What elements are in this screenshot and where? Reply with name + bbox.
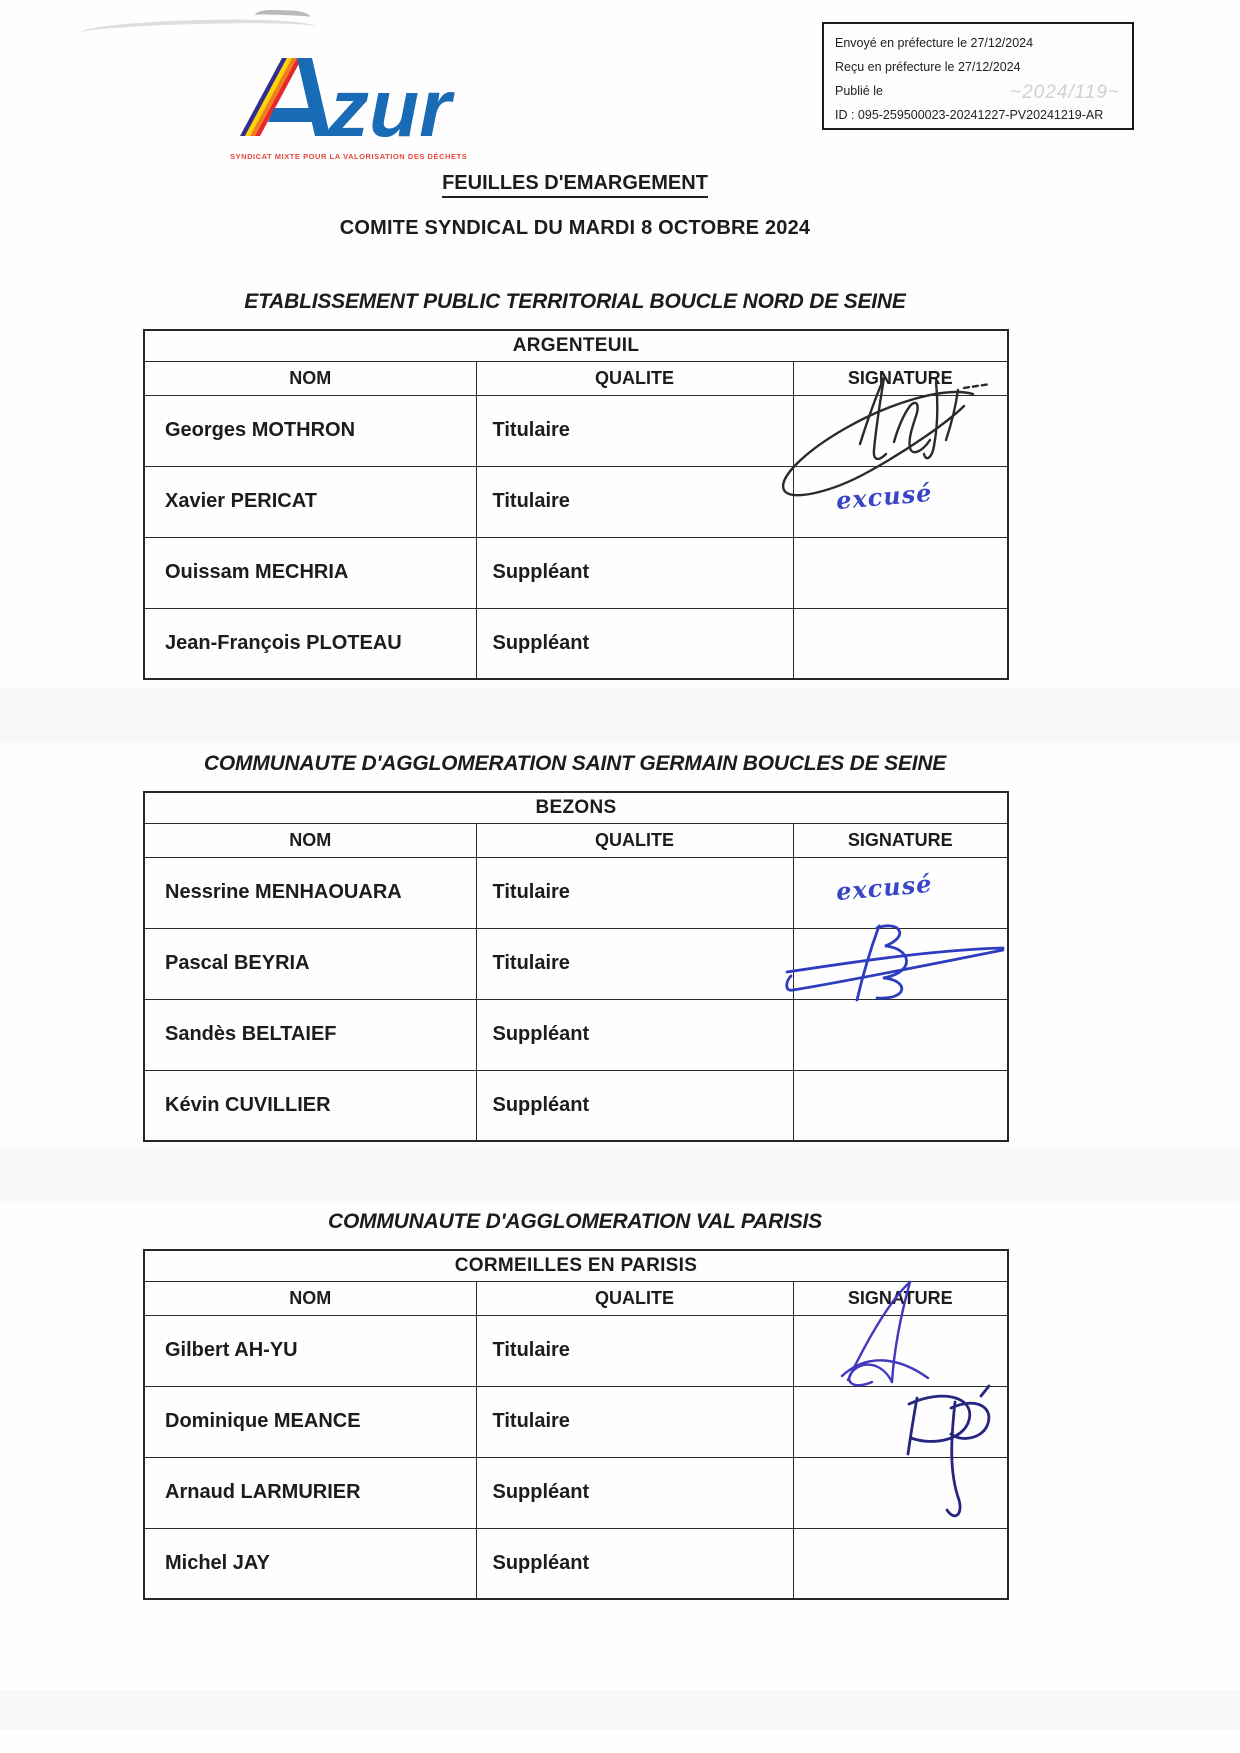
document-title [143, 172, 1007, 198]
column-header: SIGNATURE [793, 361, 1008, 395]
table-row [144, 1528, 1008, 1599]
nom-cell: Sandès BELTAIEF [144, 999, 476, 1070]
qualite-cell: Suppléant [476, 1528, 793, 1599]
scan-artifact-band [0, 1690, 1240, 1730]
nom-cell: Dominique MEANCE [144, 1386, 476, 1457]
signature-cell [793, 395, 1008, 466]
signature-cell [793, 1528, 1008, 1599]
column-header-row [144, 361, 1008, 395]
signature-cell [793, 1070, 1008, 1141]
table-row [144, 1315, 1008, 1386]
logo-wordmark-tail: zur [328, 63, 451, 146]
column-header: QUALITE [476, 823, 793, 857]
prefecture-stamp-box [822, 22, 1134, 130]
table-row [144, 1386, 1008, 1457]
qualite-cell: Suppléant [476, 608, 793, 679]
column-header: QUALITE [476, 1281, 793, 1315]
excuse-handwriting: excusé [834, 868, 934, 906]
nom-cell: Georges MOTHRON [144, 395, 476, 466]
signature-cell [793, 857, 1008, 928]
commune-row [144, 1250, 1008, 1281]
qualite-cell: Suppléant [476, 1070, 793, 1141]
qualite-cell: Titulaire [476, 857, 793, 928]
roster-section [143, 290, 1007, 680]
table-row [144, 466, 1008, 537]
qualite-cell: Suppléant [476, 1457, 793, 1528]
commune-row [144, 330, 1008, 361]
stamp-line-sent: Envoyé en préfecture le 27/12/2024 [835, 36, 1034, 50]
nom-cell: Arnaud LARMURIER [144, 1457, 476, 1528]
section-heading: COMMUNAUTE D'AGGLOMERATION SAINT GERMAIN BOUCLES DE SEINE [203, 752, 947, 775]
nom-cell: Ouissam MECHRIA [144, 537, 476, 608]
document-subtitle: COMITE SYNDICAL DU MARDI 8 OCTOBRE 2024 [339, 217, 811, 239]
qualite-cell: Titulaire [476, 928, 793, 999]
qualite-cell: Titulaire [476, 395, 793, 466]
roster-section [143, 752, 1007, 1142]
column-header: NOM [144, 361, 476, 395]
commune-row [144, 792, 1008, 823]
signature-cell [793, 1315, 1008, 1386]
logo-tagline: SYNDICAT MIXTE POUR LA VALORISATION DES DÉCHETS [230, 152, 468, 161]
nom-cell: Nessrine MENHAOUARA [144, 857, 476, 928]
commune-title: CORMEILLES EN PARISIS [144, 1250, 1008, 1281]
table-row [144, 928, 1008, 999]
column-header-row [144, 1281, 1008, 1315]
qualite-cell: Suppléant [476, 537, 793, 608]
column-header: NOM [144, 823, 476, 857]
table-row [144, 857, 1008, 928]
qualite-cell: Suppléant [476, 999, 793, 1070]
attendance-table [143, 791, 1009, 1142]
signature-cell [793, 537, 1008, 608]
table-row [144, 608, 1008, 679]
qualite-cell: Titulaire [476, 1386, 793, 1457]
signature-cell [793, 1386, 1008, 1457]
roster-section [143, 1210, 1007, 1600]
qualite-cell: Titulaire [476, 1315, 793, 1386]
scan-artifact-band [0, 1148, 1240, 1203]
table-row [144, 537, 1008, 608]
column-header-row [144, 823, 1008, 857]
section-heading: ETABLISSEMENT PUBLIC TERRITORIAL BOUCLE NORD DE SEINE [244, 290, 906, 313]
attendance-table [143, 1249, 1009, 1600]
commune-title: BEZONS [144, 792, 1008, 823]
stamp-line-id: ID : 095-259500023-20241227-PV20241219-AR [835, 108, 1104, 122]
signature-cell [793, 928, 1008, 999]
column-header: QUALITE [476, 361, 793, 395]
nom-cell: Gilbert AH-YU [144, 1315, 476, 1386]
table-row [144, 1457, 1008, 1528]
stamp-watermark: ~2024/119~ [1009, 82, 1120, 103]
stamp-line-received: Reçu en préfecture le 27/12/2024 [835, 60, 1021, 74]
scan-artifact-band [0, 688, 1240, 743]
signature-cell [793, 608, 1008, 679]
column-header: SIGNATURE [793, 1281, 1008, 1315]
nom-cell: Michel JAY [144, 1528, 476, 1599]
nom-cell: Kévin CUVILLIER [144, 1070, 476, 1141]
table-row [144, 999, 1008, 1070]
table-row [144, 1070, 1008, 1141]
excuse-handwriting: excusé [834, 477, 934, 515]
table-row [144, 395, 1008, 466]
signature-cell [793, 466, 1008, 537]
stamp-line-published: Publié le [835, 84, 883, 98]
azur-wordmark-graphic [230, 52, 456, 146]
qualite-cell: Titulaire [476, 466, 793, 537]
column-header: SIGNATURE [793, 823, 1008, 857]
nom-cell: Pascal BEYRIA [144, 928, 476, 999]
signature-cell [793, 999, 1008, 1070]
column-header: NOM [144, 1281, 476, 1315]
signature-cell [793, 1457, 1008, 1528]
nom-cell: Xavier PERICAT [144, 466, 476, 537]
document-title-text: FEUILLES D'EMARGEMENT [442, 172, 708, 198]
azur-logo [230, 52, 468, 161]
nom-cell: Jean-François PLOTEAU [144, 608, 476, 679]
commune-title: ARGENTEUIL [144, 330, 1008, 361]
attendance-table [143, 329, 1009, 680]
section-heading: COMMUNAUTE D'AGGLOMERATION VAL PARISIS [327, 1210, 822, 1233]
